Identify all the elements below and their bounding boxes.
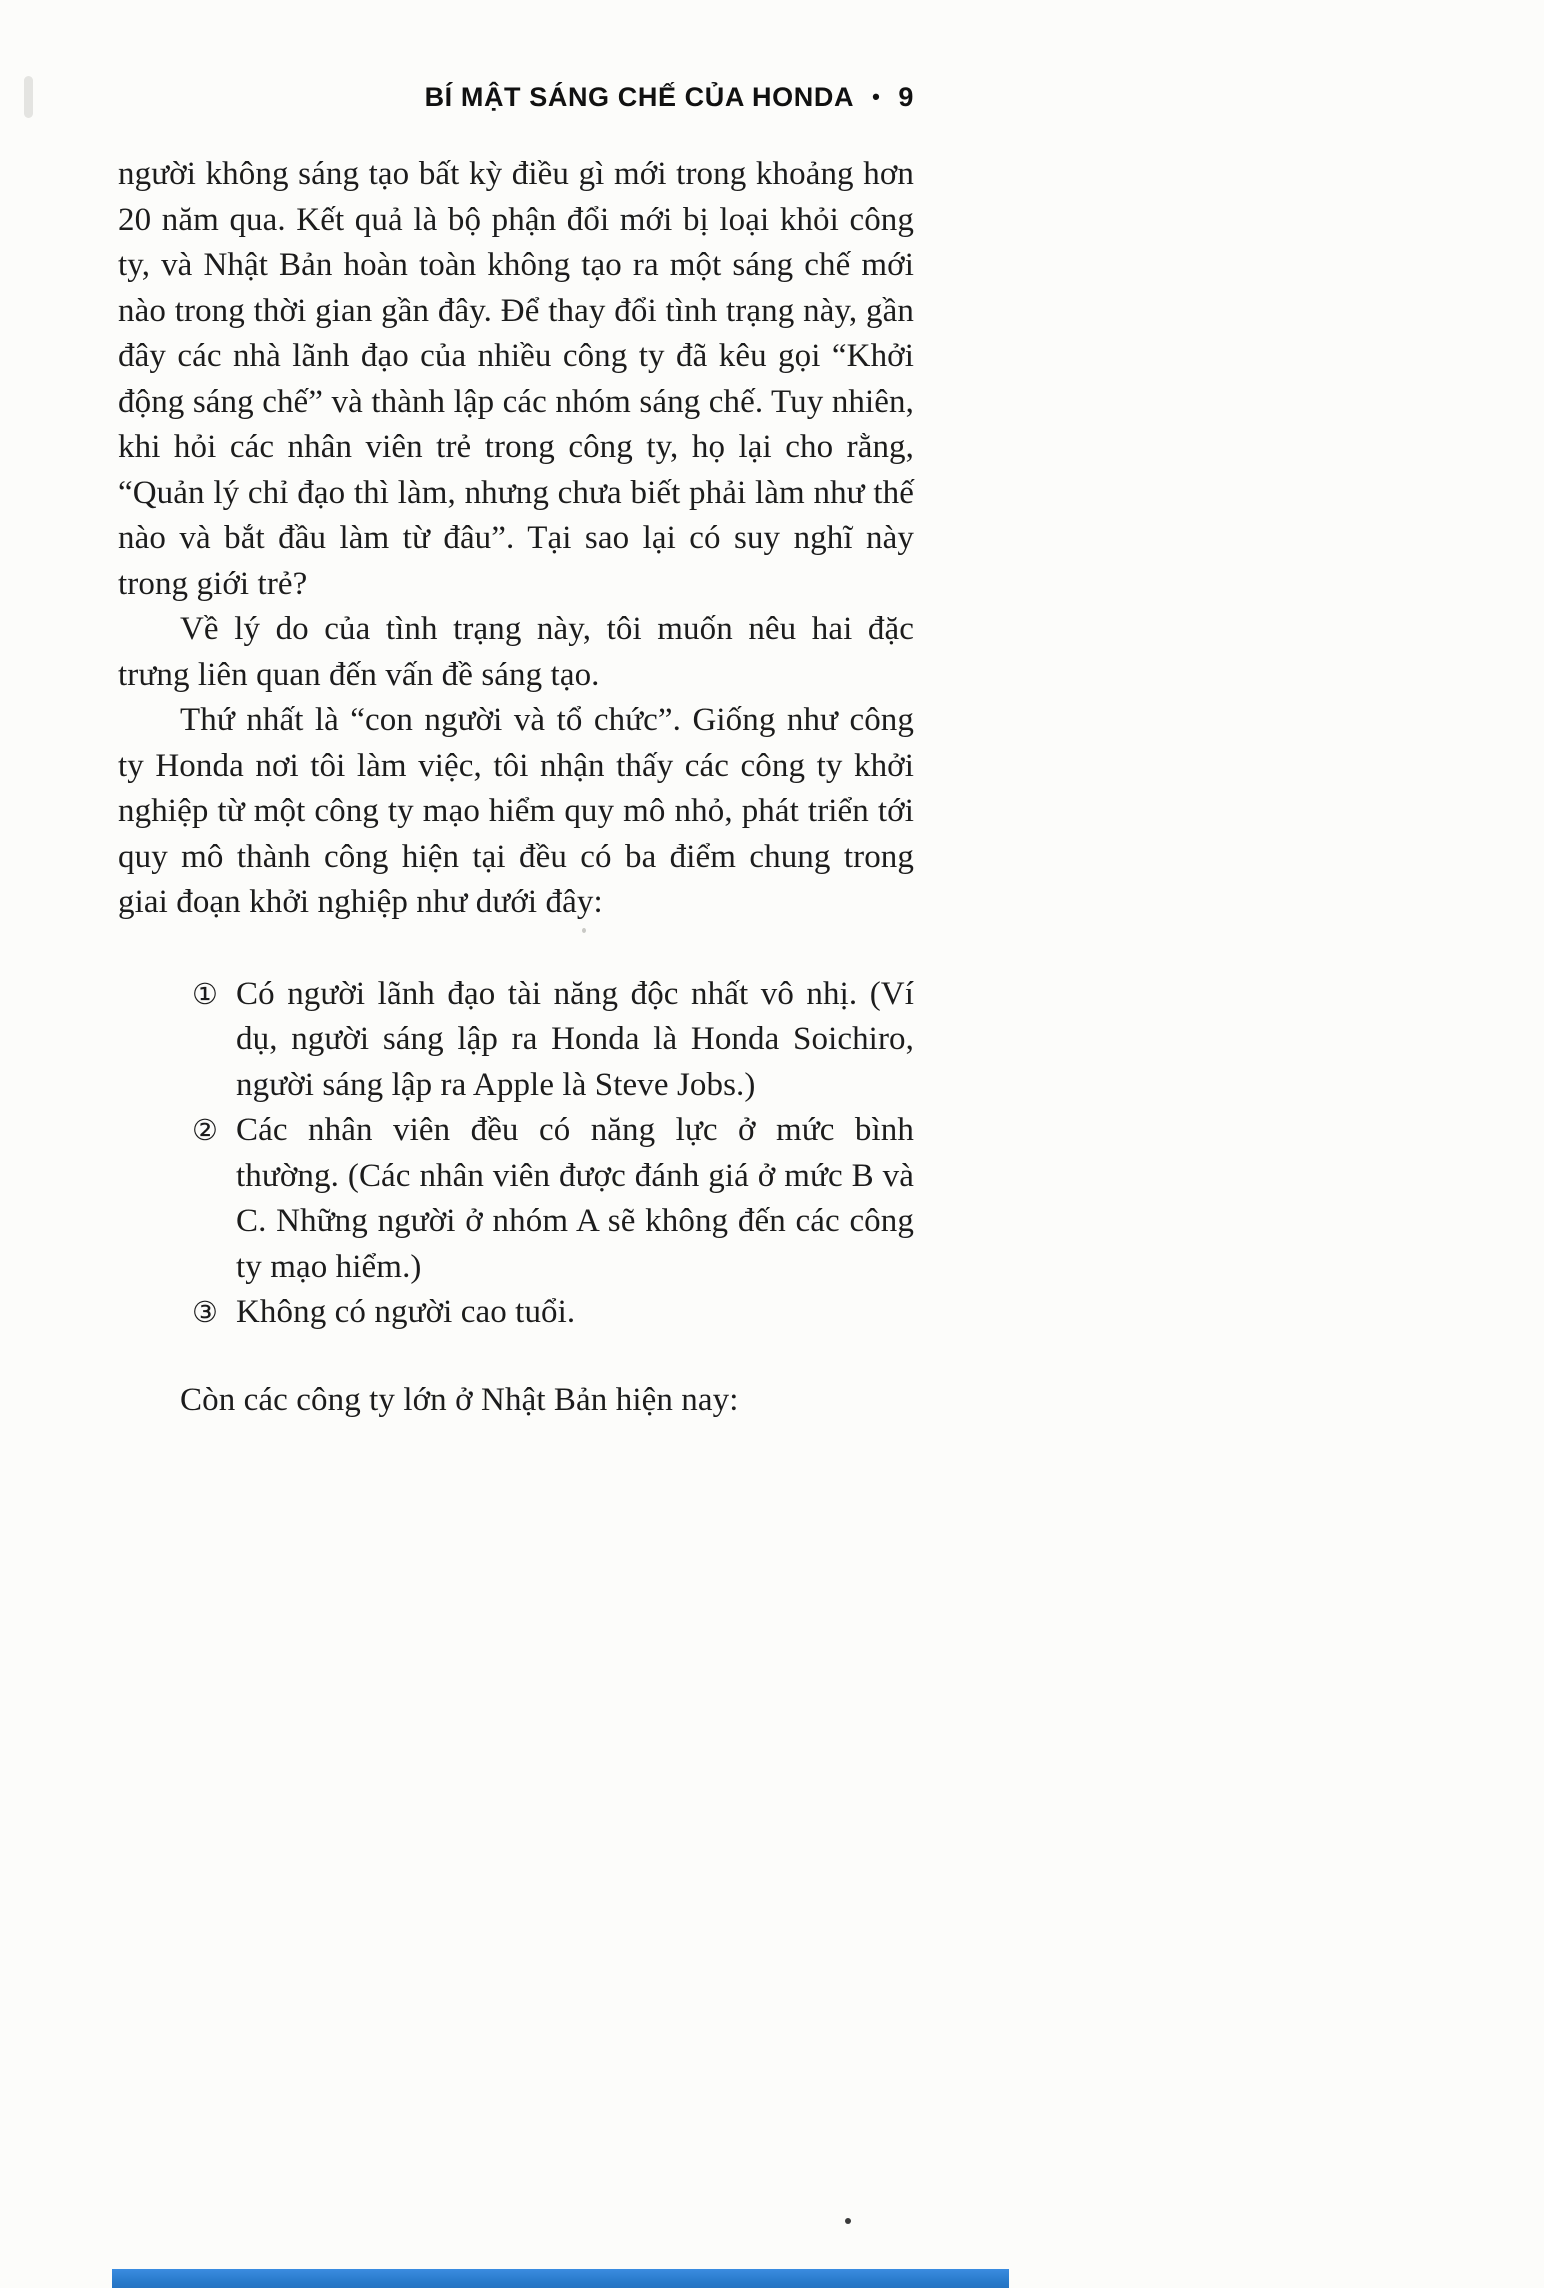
page-number: 9 <box>898 82 914 112</box>
running-header <box>118 82 914 113</box>
list-item-text: Có người lãnh đạo tài năng độc nhất vô nhị. (Ví dụ, người sáng lập ra Honda là Honda Soichiro, người sáng lập ra Apple là Steve Jobs.) <box>236 975 914 1103</box>
list-item-text: Các nhân viên đều có năng lực ở mức bình thường. (Các nhân viên được đánh giá ở mức B và C. Những người ở nhóm A sẽ không đến các công ty mạo hiểm.) <box>236 1112 914 1285</box>
numbered-list <box>118 972 914 1336</box>
list-marker-1: ① <box>192 976 219 1011</box>
list-marker-3: ③ <box>192 1295 219 1329</box>
scan-smudge <box>24 76 33 118</box>
paragraph-first-trait: Thứ nhất là “con người và tổ chức”. Giống như công ty Honda nơi tôi làm việc, tôi nhận thấy các công ty khởi nghiệp từ một công ty mạo hiểm quy mô nhỏ, phát triển tới quy mô thành công hiện tại đều có ba điểm chung trong giai đoạn khởi nghiệp như dưới đây: <box>118 702 914 920</box>
scan-speck <box>582 928 586 933</box>
list-item-text: Không có người cao tuổi. <box>236 1294 576 1330</box>
list-item <box>118 972 914 1109</box>
body-text <box>118 152 914 1423</box>
paragraph-two-traits: Về lý do của tình trạng này, tôi muốn nêu hai đặc trưng liên quan đến vấn đề sáng tạo. <box>118 611 914 693</box>
bullet-separator: • <box>872 84 881 109</box>
scan-speck <box>845 2218 851 2224</box>
closing-paragraph: Còn các công ty lớn ở Nhật Bản hiện nay: <box>180 1381 739 1418</box>
next-page-blue-edge <box>112 2269 1009 2288</box>
list-item <box>118 1108 914 1290</box>
list-marker-2: ② <box>192 1113 219 1147</box>
running-title: BÍ MẬT SÁNG CHẾ CỦA HONDA <box>424 82 855 112</box>
paragraph-continuation: người không sáng tạo bất kỳ điều gì mới trong khoảng hơn 20 năm qua. Kết quả là bộ phận đổi mới bị loại khỏi công ty, và Nhật Bản hoàn toàn không tạo ra một sáng chế mới nào trong thời gian gần đây. Để thay đổi tình trạng này, gần đây các nhà lãnh đạo của nhiều công ty đã kêu gọi “Khởi động sáng chế” và thành lập các nhóm sáng chế. Tuy nhiên, khi hỏi các nhân viên trẻ trong công ty, họ lại cho rằng, “Quản lý chỉ đạo thì làm, nhưng chưa biết phải làm như thế nào và bắt đầu làm từ đâu”. Tại sao lại có suy nghĩ này trong giới trẻ? <box>118 156 914 602</box>
list-item <box>118 1290 914 1336</box>
